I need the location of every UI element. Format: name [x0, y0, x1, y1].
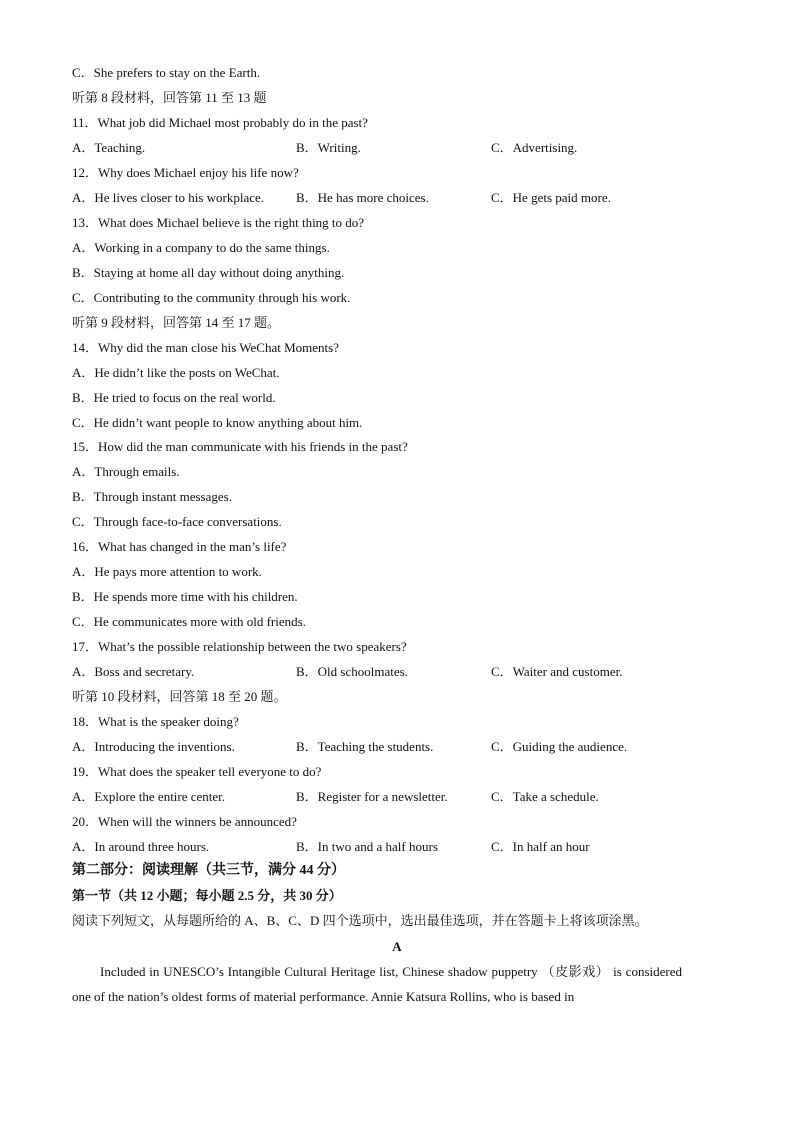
question-16: 16．What has changed in the man’s life? — [72, 539, 287, 554]
section-instruction: 听第 10 段材料，回答第 18 至 20 题。 — [72, 689, 287, 704]
option-line: C．She prefers to stay on the Earth. — [72, 65, 261, 80]
question-20: 20．When will the winners be announced? — [72, 814, 297, 829]
option-20a: A．In around three hours. — [72, 839, 210, 854]
option-13c: C．Contributing to the community through his work. — [72, 290, 351, 305]
option-20c: C．In half an hour — [491, 839, 590, 854]
question-18: 18．What is the speaker doing? — [72, 714, 239, 729]
option-17c: C．Waiter and customer. — [491, 664, 623, 679]
option-16b: B．He spends more time with his children. — [72, 589, 298, 604]
question-15: 15．How did the man communicate with his friends in the past? — [72, 439, 408, 454]
option-15b: B．Through instant messages. — [72, 489, 232, 504]
option-19a: A．Explore the entire center. — [72, 789, 226, 804]
option-11b: B．Writing. — [296, 140, 361, 155]
option-20b: B．In two and a half hours — [296, 839, 438, 854]
option-16a: A．He pays more attention to work. — [72, 564, 262, 579]
section-instruction: 听第 9 段材料，回答第 14 至 17 题。 — [72, 315, 281, 330]
option-14b: B．He tried to focus on the real world. — [72, 390, 276, 405]
question-14: 14．Why did the man close his WeChat Moments? — [72, 340, 339, 355]
question-19: 19．What does the speaker tell everyone to do? — [72, 764, 322, 779]
option-17a: A．Boss and secretary. — [72, 664, 195, 679]
option-13b: B．Staying at home all day without doing anything. — [72, 265, 345, 280]
option-15a: A．Through emails. — [72, 464, 180, 479]
option-18a: A．Introducing the inventions. — [72, 739, 235, 754]
option-12c: C．He gets paid more. — [491, 190, 611, 205]
passage-paragraph: Included in UNESCO’s Intangible Cultural Heritage list, Chinese shadow puppetry （皮影戏） is considered one of the nation’s oldest forms of material performance. Annie Katsura Rollins, who is based in — [72, 964, 682, 1004]
reading-instruction: 阅读下列短文，从每题所给的 A、B、C、D 四个选项中，选出最佳选项，并在答题卡上将该项涂黑。 — [72, 913, 648, 928]
option-18b: B．Teaching the students. — [296, 739, 434, 754]
option-17b: B．Old schoolmates. — [296, 664, 408, 679]
option-19c: C．Take a schedule. — [491, 789, 599, 804]
option-13a: A．Working in a company to do the same things. — [72, 240, 330, 255]
part-heading: 第二部分：阅读理解（共三节，满分 44 分） — [72, 863, 345, 878]
option-15c: C．Through face-to-face conversations. — [72, 514, 282, 529]
option-14a: A．He didn’t like the posts on WeChat. — [72, 365, 280, 380]
question-12: 12．Why does Michael enjoy his life now? — [72, 165, 299, 180]
option-14c: C．He didn’t want people to know anything about him. — [72, 415, 363, 430]
section-heading: 第一节（共 12 小题；每小题 2.5 分，共 30 分） — [72, 888, 342, 903]
option-12b: B．He has more choices. — [296, 190, 429, 205]
question-13: 13．What does Michael believe is the right thing to do? — [72, 215, 365, 230]
question-17: 17．What’s the possible relationship between the two speakers? — [72, 639, 407, 654]
passage-label: A — [392, 939, 402, 954]
option-11c: C．Advertising. — [491, 140, 578, 155]
option-19b: B．Register for a newsletter. — [296, 789, 448, 804]
option-18c: C．Guiding the audience. — [491, 739, 628, 754]
option-12a: A．He lives closer to his workplace. — [72, 190, 265, 205]
option-16c: C．He communicates more with old friends. — [72, 614, 306, 629]
option-11a: A．Teaching. — [72, 140, 146, 155]
question-11: 11．What job did Michael most probably do in the past? — [72, 115, 368, 130]
section-instruction: 听第 8 段材料，回答第 11 至 13 题 — [72, 90, 267, 105]
